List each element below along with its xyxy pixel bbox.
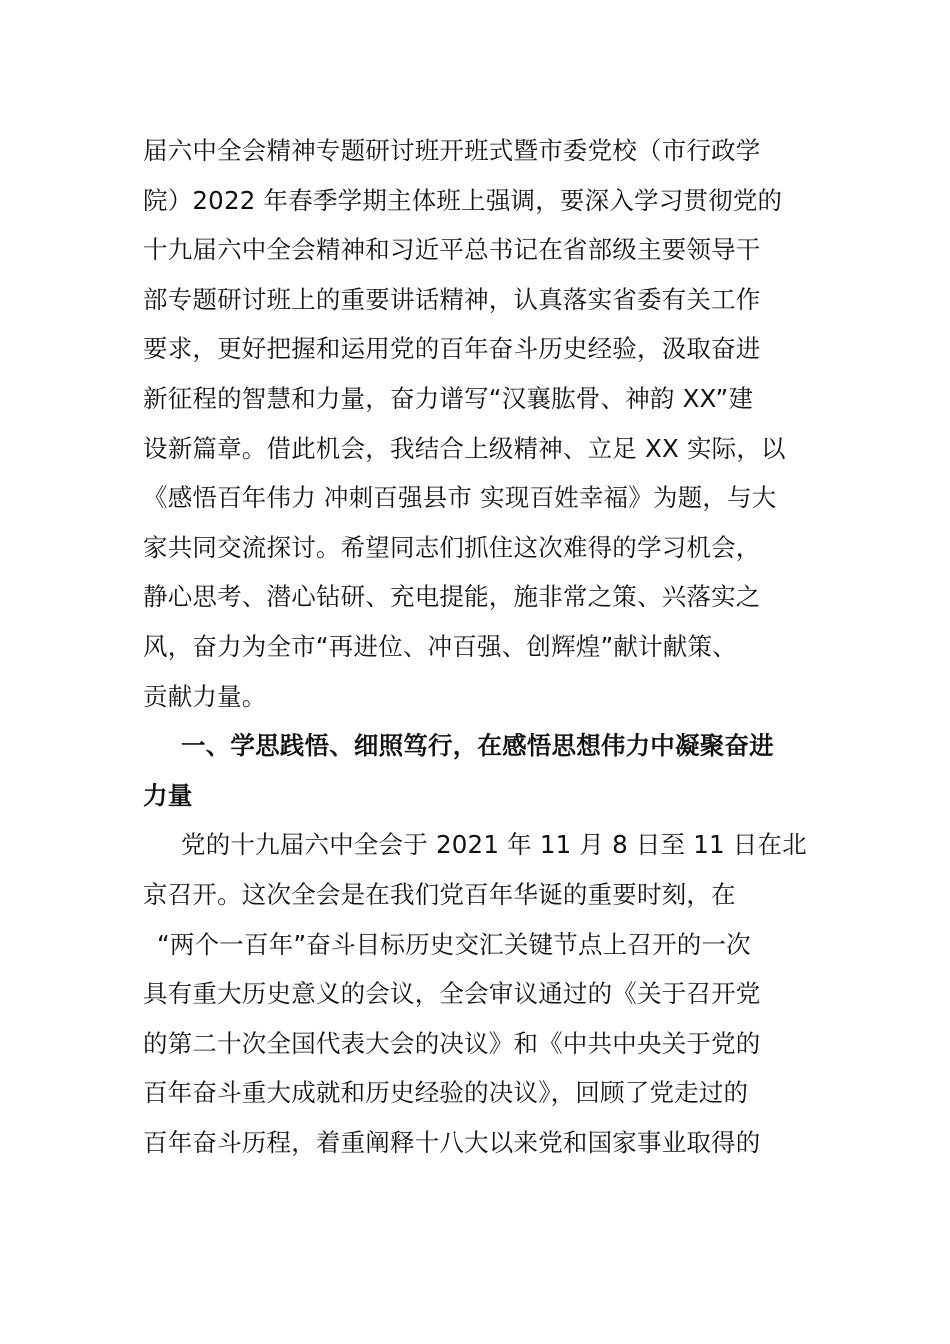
text-line: 百年奋斗重大成就和历史经验的决议》，回顾了党走过的 (143, 1078, 749, 1108)
text-line: 家共同交流探讨。希望同志们抓住这次难得的学习机会， (143, 532, 761, 562)
text-line: 党的十九届六中全会于 2021 年 11 月 8 日至 11 日在北 (181, 830, 807, 860)
heading-line: 一、学思践悟、细照笃行，在感悟思想伟力中凝聚奋进 (181, 731, 774, 761)
document-body (143, 126, 813, 1167)
text-line: 十九届六中全会精神和习近平总书记在省部级主要领导干 (143, 235, 761, 265)
text-line: 风，奋力为全市“再进位、冲百强、创辉煌”献计献策、 (143, 631, 737, 661)
heading-line: 力量 (143, 780, 193, 810)
text-line: 要求，更好把握和运用党的百年奋斗历史经验，汲取奋进 (143, 334, 761, 364)
section-heading (143, 721, 813, 820)
text-line: 新征程的智慧和力量，奋力谱写“汉襄肱骨、神韵 XX”建 (143, 383, 754, 413)
paragraph-intro (143, 126, 813, 721)
text-line: 部专题研讨班上的重要讲话精神，认真落实省委有关工作 (143, 284, 761, 314)
text-line: 百年奋斗历程，着重阐释十八大以来党和国家事业取得的 (143, 1127, 761, 1157)
text-line: 静心思考、潜心钻研、充电提能，施非常之策、兴落实之 (143, 582, 761, 612)
text-line: 《感悟百年伟力 冲刺百强县市 实现百姓幸福》为题，与大 (143, 483, 777, 513)
text-line: 届六中全会精神专题研讨班开班式暨市委党校（市行政学 (143, 136, 761, 165)
text-line: 院）2022 年春季学期主体班上强调，要深入学习贯彻党的 (143, 185, 783, 215)
paragraph-plenum (143, 820, 813, 1167)
text-line: 设新篇章。借此机会，我结合上级精神、立足 XX 实际，以 (143, 433, 786, 463)
text-line: 京召开。这次全会是在我们党百年华诞的重要时刻，在 (143, 879, 736, 909)
text-line: 具有重大历史意义的会议，全会审议通过的《关于召开党 (143, 979, 761, 1009)
text-line: 的第二十次全国代表大会的决议》和《中共中央关于党的 (143, 1028, 761, 1058)
text-line: 贡献力量。 (143, 681, 267, 711)
text-line: “两个一百年”奋斗目标历史交汇关键节点上召开的一次 (157, 929, 751, 959)
